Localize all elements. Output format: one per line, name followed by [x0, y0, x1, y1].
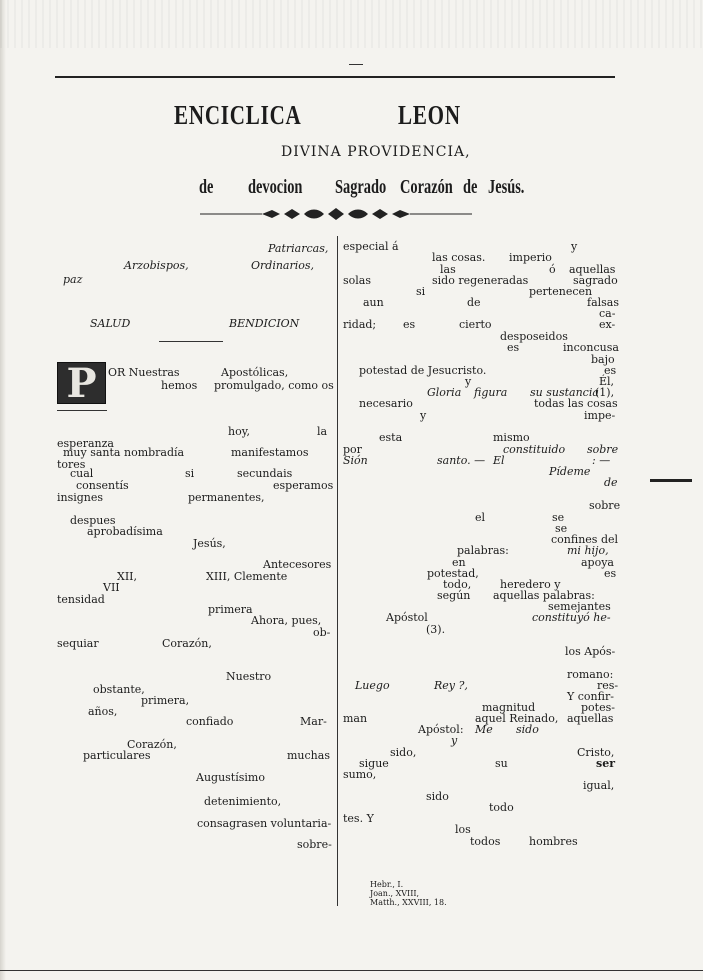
text-line: potestad,	[427, 567, 479, 580]
text-line: Nuestro	[226, 670, 272, 683]
text-line: y	[451, 734, 458, 747]
heading-word: Sagrado	[335, 176, 387, 198]
short-rule	[57, 410, 107, 411]
text-line: primera	[208, 603, 253, 616]
page-bottom-rule	[0, 970, 703, 971]
text-line: ob-	[313, 626, 331, 639]
text-line: Ahora, pues,	[251, 614, 322, 627]
text-line: Apóstol:	[418, 723, 464, 736]
address-word: Arzobispos,	[124, 259, 189, 272]
text-line: apoya	[581, 556, 614, 569]
address-word: Ordinarios,	[251, 259, 315, 272]
text-line: Apóstol	[386, 611, 428, 624]
text-line: especial á	[343, 240, 399, 253]
text-line: Y confir-	[567, 690, 614, 703]
text-line: ser	[596, 757, 615, 770]
text-line: consentís	[76, 479, 129, 492]
text-line: aprobadísima	[87, 525, 163, 538]
text-line: XII,	[117, 570, 138, 583]
text-line: OR Nuestras	[108, 366, 180, 379]
text-line: sumo,	[343, 768, 377, 781]
text-line: las	[440, 263, 456, 276]
text-line: aquel Reinado,	[475, 712, 559, 725]
text-line: y	[571, 240, 578, 253]
text-line: las cosas.	[432, 251, 486, 264]
text-line: confines del	[551, 533, 619, 546]
text-line: muchas	[287, 749, 330, 762]
text-line: pertenecen	[529, 285, 593, 298]
heading-word: Corazón	[400, 176, 453, 198]
text-line: todas las cosas	[534, 397, 618, 410]
text-line: de	[604, 476, 618, 489]
text-line: El	[493, 454, 505, 467]
text-line: impe-	[584, 409, 616, 422]
text-line: res-	[597, 679, 619, 692]
text-line: (1),	[595, 386, 615, 399]
text-line: todo,	[443, 578, 472, 591]
text-line: todos	[470, 835, 501, 848]
text-line: Jesús,	[193, 537, 226, 550]
footnote: Joan., XVIII,	[370, 889, 420, 898]
margin-mark	[650, 479, 692, 482]
text-line: Augustísimo	[196, 771, 265, 784]
text-line: magnitud	[482, 701, 536, 714]
column-divider	[337, 236, 338, 906]
text-line: la	[317, 425, 328, 438]
text-line: Luego	[355, 679, 390, 692]
text-line: es	[403, 318, 416, 331]
text-line: el	[475, 511, 486, 524]
short-rule	[159, 341, 223, 342]
text-line: despues	[70, 514, 116, 527]
subtitle: DIVINA PROVIDENCIA,	[281, 144, 471, 160]
text-line: aquellas palabras:	[493, 589, 595, 602]
text-line: : —	[592, 454, 611, 467]
address-word: paz	[63, 273, 83, 286]
text-line: Cristo,	[577, 746, 615, 759]
text-line: solas	[343, 274, 371, 287]
text-line: sido	[426, 790, 449, 803]
text-line: sagrado	[573, 274, 618, 287]
text-line: todo	[489, 801, 514, 814]
text-line: constituyó he-	[532, 611, 611, 624]
footnote: Matth., XXVIII, 18.	[370, 898, 447, 907]
text-line: sequiar	[57, 637, 99, 650]
text-line: sido	[516, 723, 539, 736]
text-line: cierto	[459, 318, 492, 331]
text-line: XIII, Clemente	[206, 570, 288, 583]
text-line: ex-	[599, 318, 616, 331]
text-line: los	[455, 823, 471, 836]
heading-word: Jesús.	[488, 176, 525, 198]
title-word-enciclica: ENCICLICA	[174, 100, 302, 130]
text-line: es	[604, 567, 617, 580]
text-line: semejantes	[548, 600, 611, 613]
ornament-rule	[200, 208, 472, 220]
text-line: permanentes,	[188, 491, 265, 504]
text-line: Gloria	[427, 386, 462, 399]
text-line: Antecesores	[263, 558, 332, 571]
text-line: según	[437, 589, 471, 602]
text-line: aquellas	[569, 263, 616, 276]
text-line: man	[343, 712, 368, 725]
text-line: promulgado, como os	[214, 379, 334, 392]
text-line: igual,	[583, 779, 615, 792]
text-line: Pídeme	[549, 465, 591, 478]
text-line: figura	[474, 386, 508, 399]
text-line: santo. —	[437, 454, 486, 467]
text-line: sobre	[587, 443, 619, 456]
text-line: esperanza	[57, 437, 114, 450]
text-line: los Após-	[565, 645, 616, 658]
text-line: cual	[70, 467, 94, 480]
text-line: primera,	[141, 694, 190, 707]
text-line: Él,	[599, 375, 615, 388]
text-line: obstante,	[93, 683, 145, 696]
heading-word: devocion	[248, 176, 303, 198]
header-rule	[55, 76, 615, 78]
text-line: VII	[103, 581, 120, 594]
text-line: ca-	[599, 307, 616, 320]
text-line: aun	[363, 296, 384, 309]
text-line: tores	[57, 458, 86, 471]
top-margin-texture	[0, 0, 703, 48]
text-line: sido,	[390, 746, 417, 759]
text-line: Sión	[343, 454, 368, 467]
text-line: sobre-	[297, 838, 332, 851]
text-line: tes. Y	[343, 812, 374, 825]
text-line: sido regeneradas	[432, 274, 529, 287]
text-line: falsas	[587, 296, 619, 309]
text-line: en	[452, 556, 466, 569]
text-line: hoy,	[228, 425, 250, 438]
text-line: mi hijo,	[567, 544, 609, 557]
text-line: insignes	[57, 491, 104, 504]
text-line: de	[467, 296, 481, 309]
text-line: romano:	[567, 668, 614, 681]
title-word-leon: LEON	[398, 100, 461, 130]
text-line: Me	[475, 723, 493, 736]
text-line: secundais	[237, 467, 293, 480]
text-line: mismo	[493, 431, 530, 444]
text-line: potes-	[581, 701, 615, 714]
text-line: (3).	[426, 623, 446, 636]
text-line: heredero y	[500, 578, 561, 591]
text-line: muy santa nombradía	[63, 446, 185, 459]
text-line: ó	[549, 263, 556, 276]
text-line: si	[185, 467, 195, 480]
text-line: es	[507, 341, 520, 354]
text-line: detenimiento,	[204, 795, 282, 808]
text-line: Mar-	[300, 715, 327, 728]
text-line: consagrasen voluntaria-	[197, 817, 332, 830]
text-line: hombres	[529, 835, 578, 848]
text-line: años,	[88, 705, 118, 718]
text-line: confiado	[186, 715, 234, 728]
text-line: necesario	[359, 397, 413, 410]
salutation-word: SALUD	[90, 317, 131, 330]
heading-word: de	[463, 176, 478, 198]
salutation-word: BENDICION	[229, 317, 300, 330]
text-line: su sustancia	[530, 386, 599, 399]
text-line: aquellas	[567, 712, 614, 725]
text-line: es	[604, 364, 617, 377]
text-line: hemos	[161, 379, 198, 392]
dropcap-initial: P	[57, 362, 106, 404]
text-line: Corazón,	[162, 637, 212, 650]
text-line: manifestamos	[231, 446, 309, 459]
text-line: tensidad	[57, 593, 105, 606]
text-line: sigue	[359, 757, 389, 770]
text-line: esperamos	[273, 479, 334, 492]
text-line: bajo	[591, 353, 615, 366]
text-line: sobre	[589, 499, 621, 512]
text-line: por	[343, 443, 362, 456]
text-line: si	[416, 285, 426, 298]
text-line: Corazón,	[127, 738, 177, 751]
footnote: Hebr., I.	[370, 880, 404, 889]
page-edge-shadow	[0, 0, 6, 980]
text-line: desposeidos	[500, 330, 568, 343]
address-word: Patriarcas,	[268, 242, 329, 255]
text-line: inconcusa	[563, 341, 619, 354]
text-line: y	[465, 375, 472, 388]
top-dash-rule	[349, 64, 363, 65]
text-line: imperio	[509, 251, 552, 264]
text-line: potestad de Jesucristo.	[359, 364, 487, 377]
text-line: constituido	[503, 443, 566, 456]
text-line: y	[420, 409, 427, 422]
text-line: Rey ?,	[434, 679, 468, 692]
heading-word: de	[199, 176, 214, 198]
text-line: ridad;	[343, 318, 377, 331]
text-line: esta	[379, 431, 403, 444]
text-line: su	[495, 757, 508, 770]
text-line: se	[555, 522, 568, 535]
text-line: se	[552, 511, 565, 524]
text-line: particulares	[83, 749, 151, 762]
text-line: Apostólicas,	[221, 366, 289, 379]
text-line: palabras:	[457, 544, 509, 557]
